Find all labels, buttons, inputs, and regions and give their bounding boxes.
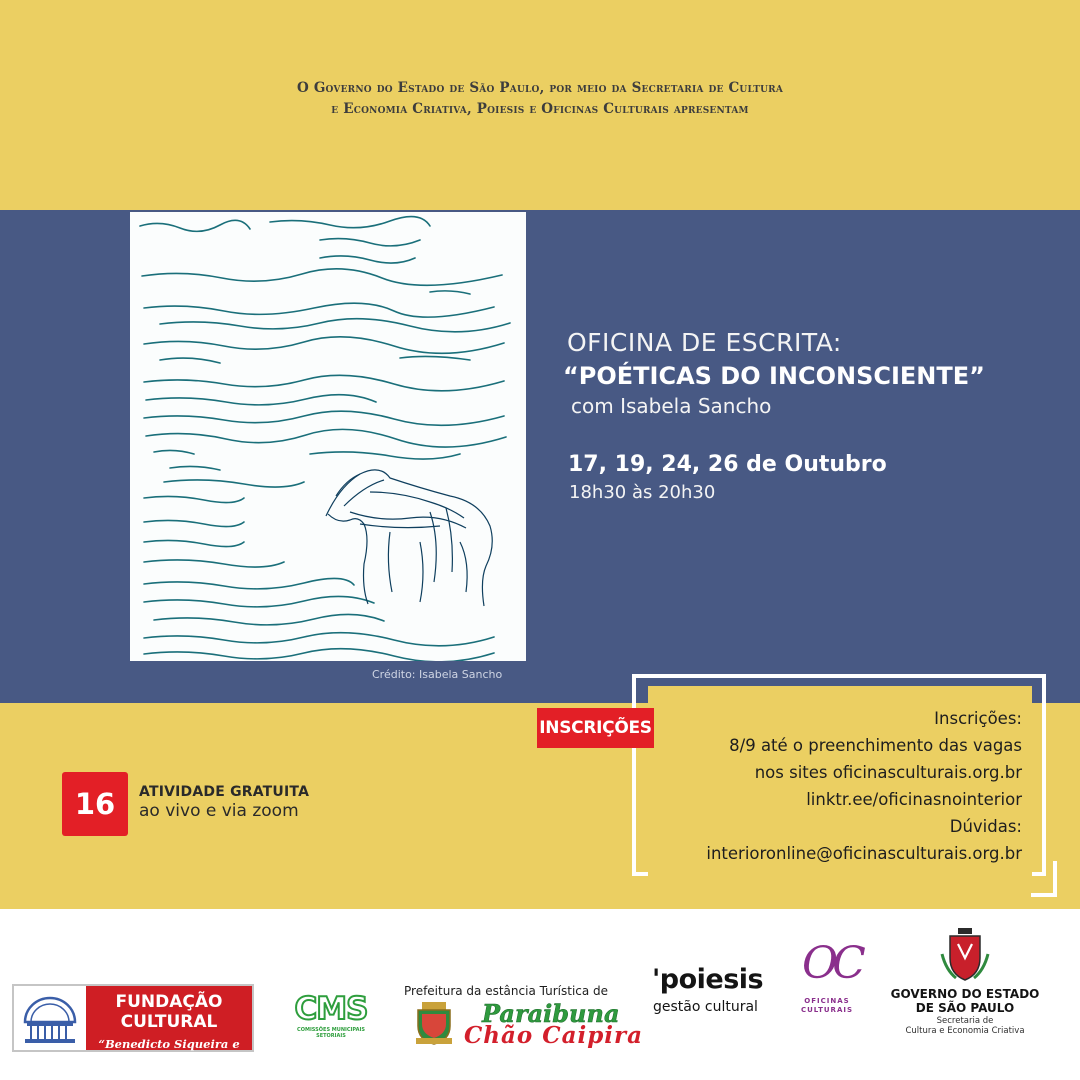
intro-line-1: O Governo do Estado de São Paulo, por meio da Secretaria de Cultura [296,80,784,96]
oficinas-culturais-subtitle [796,997,858,1015]
prefeitura-caption: Prefeitura da estância Turística de [404,984,609,998]
cms-subtitle: COMISSÕES MUNICIPAIS SETORIAIS [297,1027,365,1039]
registration-line-1: Inscrições: [934,709,1022,728]
oc-subtitle-line-1: OFICINAS [804,997,850,1005]
intro-text [0,78,1080,120]
poiesis-subtitle: gestão cultural [653,999,758,1015]
inscricoes-badge: INSCRIÇÕES [537,708,654,748]
fundacao-subtitle: “Benedicto Siqueira e Silva” [98,1037,240,1065]
intro-line-2: e Economia Criativa, Poiesis e Oficinas Culturais apresentam [331,101,749,117]
gov-line-1: GOVERNO DO ESTADO [890,987,1040,1001]
cms-text: CMS [294,991,368,1027]
registration-email[interactable]: interioronline@oficinasculturais.org.br [706,844,1022,863]
gov-line-2: DE SÃO PAULO [915,1001,1015,1015]
info-frame-corner [1031,861,1057,897]
fundacao-cultural-logo [12,984,254,1065]
registration-line-3[interactable]: nos sites oficinasculturais.org.br [754,763,1022,782]
gov-sub-1: Secretaria de [936,1016,994,1026]
activity-format-label: ao vivo e via zoom [139,801,299,821]
registration-line-2: 8/9 até o preenchimento das vagas [729,736,1022,755]
chao-caipira-wordmark: Chão Caipira [464,1022,644,1049]
registration-info [706,705,1022,867]
fundacao-building-icon [14,986,86,1050]
event-title-line-1: OFICINA DE ESCRITA: [567,328,842,357]
event-title-line-2: “POÉTICAS DO INCONSCIENTE” [563,362,985,390]
event-hours: 18h30 às 20h30 [569,482,716,503]
paraibuna-crest-icon [412,1000,456,1046]
age-rating-badge: 16 [62,772,128,836]
registration-line-5: Dúvidas: [949,817,1022,836]
poiesis-logo: 'poiesis [652,964,764,995]
paraibuna-wordmark: Paraibuna [482,999,620,1028]
event-instructor: com Isabela Sancho [571,394,772,418]
free-activity-label: ATIVIDADE GRATUITA [139,784,310,800]
cms-logo [286,991,376,1041]
gov-sp-secretaria [880,1016,1050,1036]
gov-sp-name [880,987,1050,1015]
registration-line-4[interactable]: linktr.ee/oficinasnointerior [806,790,1022,809]
event-dates: 17, 19, 24, 26 de Outubro [568,452,887,477]
sao-paulo-crest-icon [938,924,992,984]
fundacao-title: FUNDAÇÃO CULTURAL [115,992,223,1032]
manuscript-horse-illustration [130,212,526,661]
gov-sub-2: Cultura e Economia Criativa [905,1026,1025,1036]
artwork-credit: Crédito: Isabela Sancho [372,668,503,681]
oc-subtitle-line-2: CULTURAIS [800,1006,854,1014]
oficinas-culturais-mark: OC [802,938,860,989]
